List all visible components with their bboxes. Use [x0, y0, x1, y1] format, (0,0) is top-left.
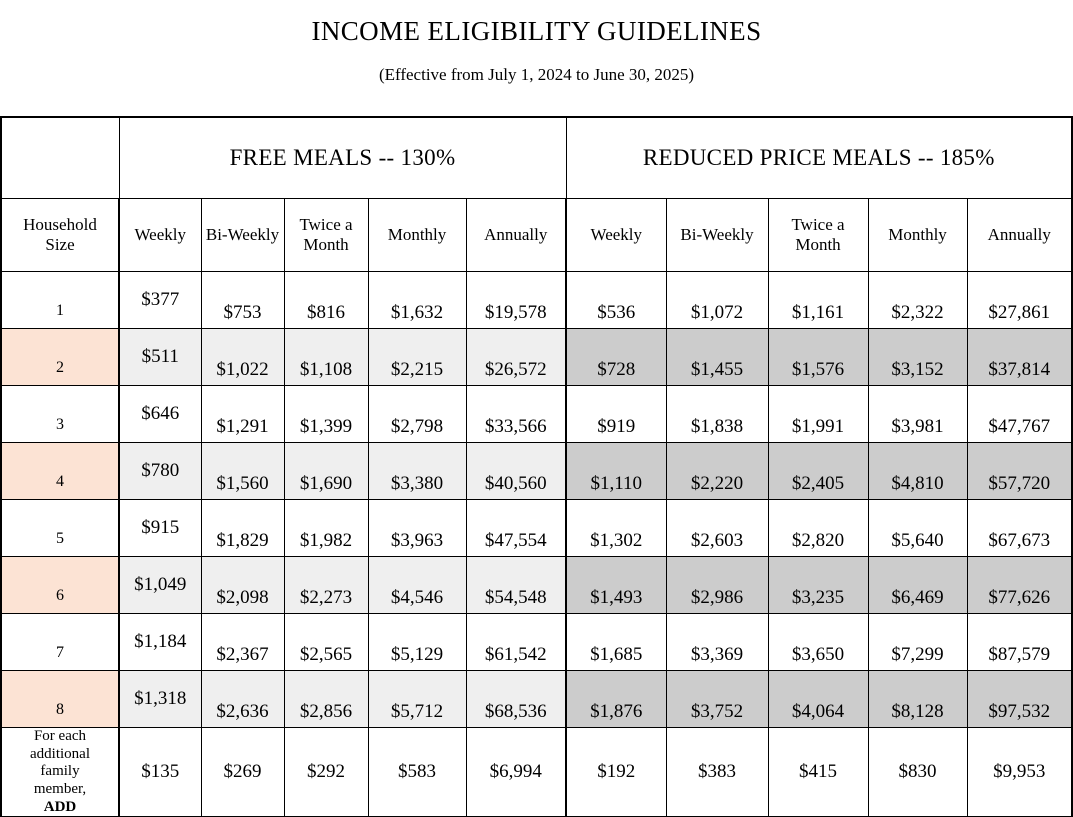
reduced-price-value-cell: $2,603	[666, 500, 768, 557]
section-corner-blank	[1, 117, 119, 199]
table-row	[1, 272, 1072, 329]
twice-a-month-line1: Twice a	[299, 215, 353, 235]
free-meals-value-cell: $3,963	[368, 500, 466, 557]
table-row	[1, 329, 1072, 386]
reduced-price-value-cell: $3,152	[868, 329, 967, 386]
free-meals-value-cell: $2,273	[284, 557, 368, 614]
reduced-price-value-cell: $7,299	[868, 614, 967, 671]
reduced-price-value-cell: $87,579	[967, 614, 1072, 671]
column-header-reduced-monthly: Monthly	[868, 199, 967, 272]
additional-free-meals-value-cell: $583	[368, 728, 466, 817]
household-size-cell: 6	[1, 557, 119, 614]
free-meals-value-cell: $19,578	[466, 272, 566, 329]
free-meals-value-cell: $1,829	[201, 500, 284, 557]
table-row	[1, 500, 1072, 557]
reduced-price-value-cell: $2,405	[768, 443, 868, 500]
free-meals-value-cell: $2,098	[201, 557, 284, 614]
column-header-free-bi-weekly: Bi-Weekly	[201, 199, 284, 272]
twice-a-month-line1: Twice a	[791, 215, 845, 235]
household-size-label-line2: Size	[45, 235, 75, 254]
household-size-cell: 8	[1, 671, 119, 728]
free-meals-value-cell: $5,712	[368, 671, 466, 728]
reduced-price-value-cell: $1,876	[566, 671, 666, 728]
section-header-free-meals: FREE MEALS -- 130%	[119, 117, 566, 199]
reduced-price-value-cell: $2,220	[666, 443, 768, 500]
free-meals-value-cell: $1,632	[368, 272, 466, 329]
free-meals-value-cell: $1,291	[201, 386, 284, 443]
free-meals-value-cell: $511	[119, 329, 201, 386]
additional-member-label-line4: member,	[33, 781, 87, 798]
column-header-household-size	[1, 199, 119, 272]
twice-a-month-line2: Month	[303, 235, 349, 254]
reduced-price-value-cell: $57,720	[967, 443, 1072, 500]
free-meals-value-cell: $1,318	[119, 671, 201, 728]
free-meals-value-cell: $47,554	[466, 500, 566, 557]
page-title: INCOME ELIGIBILITY GUIDELINES	[311, 16, 762, 46]
reduced-price-value-cell: $1,072	[666, 272, 768, 329]
free-meals-value-cell: $5,129	[368, 614, 466, 671]
free-meals-value-cell: $1,049	[119, 557, 201, 614]
reduced-price-value-cell: $47,767	[967, 386, 1072, 443]
income-eligibility-table	[0, 116, 1073, 817]
free-meals-value-cell: $2,856	[284, 671, 368, 728]
additional-reduced-price-value-cell: $192	[566, 728, 666, 817]
additional-free-meals-value-cell: $269	[201, 728, 284, 817]
additional-member-add-keyword: ADD	[43, 798, 77, 815]
free-meals-value-cell: $646	[119, 386, 201, 443]
household-size-cell: 4	[1, 443, 119, 500]
free-meals-value-cell: $54,548	[466, 557, 566, 614]
column-header-free-monthly: Monthly	[368, 199, 466, 272]
additional-member-label-cell	[1, 728, 119, 817]
free-meals-value-cell: $915	[119, 500, 201, 557]
column-header-free-weekly: Weekly	[119, 199, 201, 272]
free-meals-value-cell: $3,380	[368, 443, 466, 500]
free-meals-value-cell: $40,560	[466, 443, 566, 500]
reduced-price-value-cell: $27,861	[967, 272, 1072, 329]
household-size-cell: 2	[1, 329, 119, 386]
household-size-cell: 7	[1, 614, 119, 671]
additional-free-meals-value-cell: $6,994	[466, 728, 566, 817]
additional-reduced-price-value-cell: $383	[666, 728, 768, 817]
household-size-label-line1: Household	[23, 215, 97, 235]
reduced-price-value-cell: $8,128	[868, 671, 967, 728]
column-header-reduced-weekly: Weekly	[566, 199, 666, 272]
column-header-free-twice-a-month	[284, 199, 368, 272]
reduced-price-value-cell: $3,235	[768, 557, 868, 614]
table-row	[1, 671, 1072, 728]
column-header-row	[1, 199, 1072, 272]
income-eligibility-table-wrapper	[0, 116, 1073, 817]
document-page	[0, 16, 1073, 815]
reduced-price-value-cell: $1,302	[566, 500, 666, 557]
reduced-price-value-cell: $1,838	[666, 386, 768, 443]
free-meals-value-cell: $1,184	[119, 614, 201, 671]
reduced-price-value-cell: $2,986	[666, 557, 768, 614]
twice-a-month-line2: Month	[795, 235, 841, 254]
free-meals-value-cell: $2,636	[201, 671, 284, 728]
reduced-price-value-cell: $2,820	[768, 500, 868, 557]
free-meals-value-cell: $2,215	[368, 329, 466, 386]
reduced-price-value-cell: $2,322	[868, 272, 967, 329]
free-meals-value-cell: $68,536	[466, 671, 566, 728]
additional-member-label-line1: For each	[33, 728, 87, 744]
reduced-price-value-cell: $3,752	[666, 671, 768, 728]
reduced-price-value-cell: $1,685	[566, 614, 666, 671]
free-meals-value-cell: $377	[119, 272, 201, 329]
free-meals-value-cell: $1,022	[201, 329, 284, 386]
section-header-row	[1, 117, 1072, 199]
free-meals-value-cell: $816	[284, 272, 368, 329]
reduced-price-value-cell: $77,626	[967, 557, 1072, 614]
reduced-price-value-cell: $536	[566, 272, 666, 329]
table-row	[1, 614, 1072, 671]
free-meals-value-cell: $1,982	[284, 500, 368, 557]
reduced-price-value-cell: $3,981	[868, 386, 967, 443]
additional-reduced-price-value-cell: $9,953	[967, 728, 1072, 817]
free-meals-value-cell: $1,108	[284, 329, 368, 386]
free-meals-value-cell: $2,565	[284, 614, 368, 671]
free-meals-value-cell: $2,798	[368, 386, 466, 443]
free-meals-value-cell: $26,572	[466, 329, 566, 386]
additional-free-meals-value-cell: $135	[119, 728, 201, 817]
reduced-price-value-cell: $1,493	[566, 557, 666, 614]
free-meals-value-cell: $780	[119, 443, 201, 500]
table-row	[1, 557, 1072, 614]
reduced-price-value-cell: $1,455	[666, 329, 768, 386]
column-header-reduced-twice-a-month	[768, 199, 868, 272]
household-size-cell: 5	[1, 500, 119, 557]
table-row	[1, 386, 1072, 443]
reduced-price-value-cell: $3,650	[768, 614, 868, 671]
reduced-price-value-cell: $1,991	[768, 386, 868, 443]
table-row	[1, 443, 1072, 500]
reduced-price-value-cell: $5,640	[868, 500, 967, 557]
household-size-cell: 1	[1, 272, 119, 329]
reduced-price-value-cell: $97,532	[967, 671, 1072, 728]
household-size-cell: 3	[1, 386, 119, 443]
free-meals-value-cell: $1,690	[284, 443, 368, 500]
section-header-reduced-price-meals: REDUCED PRICE MEALS -- 185%	[566, 117, 1072, 199]
free-meals-value-cell: $4,546	[368, 557, 466, 614]
reduced-price-value-cell: $4,064	[768, 671, 868, 728]
additional-reduced-price-value-cell: $415	[768, 728, 868, 817]
column-header-free-annually: Annually	[466, 199, 566, 272]
additional-reduced-price-value-cell: $830	[868, 728, 967, 817]
reduced-price-value-cell: $728	[566, 329, 666, 386]
free-meals-value-cell: $2,367	[201, 614, 284, 671]
additional-member-label-line2: additional	[30, 745, 90, 762]
reduced-price-value-cell: $1,576	[768, 329, 868, 386]
free-meals-value-cell: $1,560	[201, 443, 284, 500]
reduced-price-value-cell: $1,161	[768, 272, 868, 329]
free-meals-value-cell: $61,542	[466, 614, 566, 671]
additional-family-member-row	[1, 728, 1072, 817]
reduced-price-value-cell: $3,369	[666, 614, 768, 671]
free-meals-value-cell: $1,399	[284, 386, 368, 443]
effective-date-subtitle: (Effective from July 1, 2024 to June 30, 2025)	[378, 64, 695, 84]
reduced-price-value-cell: $919	[566, 386, 666, 443]
reduced-price-value-cell: $37,814	[967, 329, 1072, 386]
free-meals-value-cell: $33,566	[466, 386, 566, 443]
additional-free-meals-value-cell: $292	[284, 728, 368, 817]
free-meals-value-cell: $753	[201, 272, 284, 329]
additional-member-label-line3: family	[40, 763, 80, 780]
reduced-price-value-cell: $1,110	[566, 443, 666, 500]
column-header-reduced-bi-weekly: Bi-Weekly	[666, 199, 768, 272]
reduced-price-value-cell: $6,469	[868, 557, 967, 614]
column-header-reduced-annually: Annually	[967, 199, 1072, 272]
reduced-price-value-cell: $67,673	[967, 500, 1072, 557]
reduced-price-value-cell: $4,810	[868, 443, 967, 500]
